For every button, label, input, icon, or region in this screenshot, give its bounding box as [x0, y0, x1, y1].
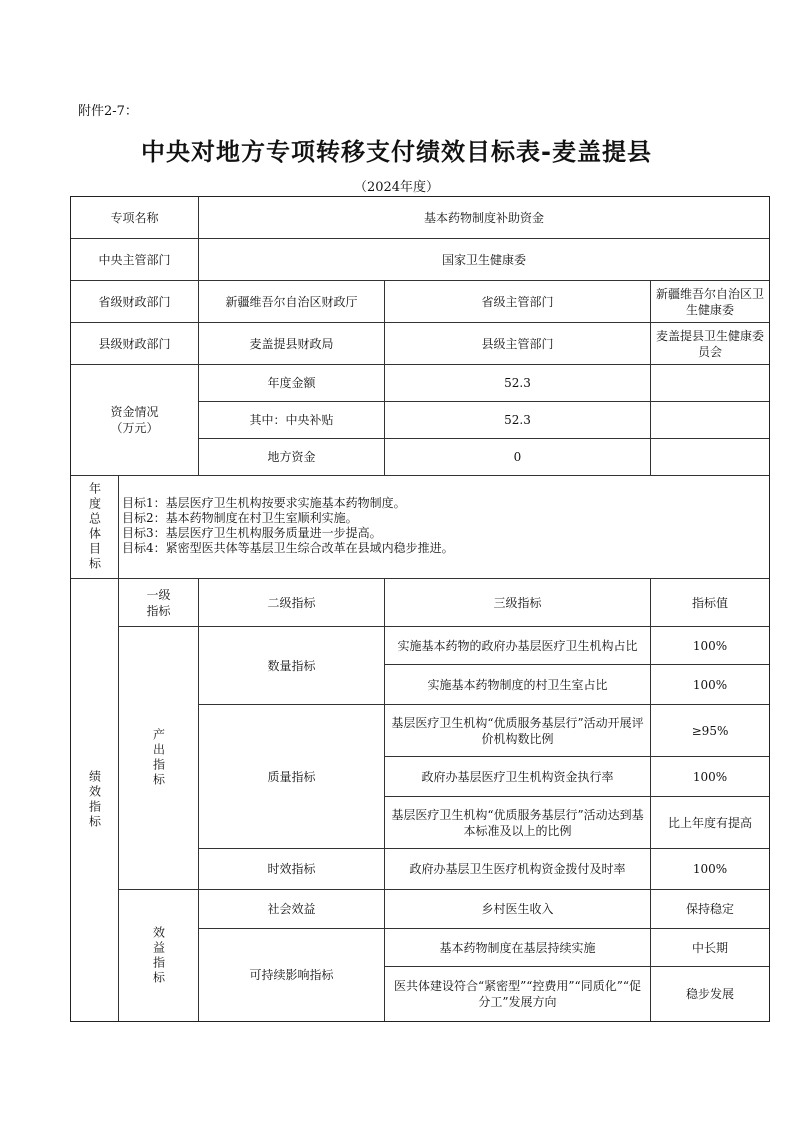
- indicator-name: 基层医疗卫生机构“优质服务基层行”活动开展评价机构数比例: [385, 705, 651, 757]
- page-title: 中央对地方专项转移支付绩效目标表-麦盖提县: [141, 138, 652, 166]
- funds-label-line2: （万元）: [110, 421, 159, 435]
- county-dept-value: 麦盖提县卫生健康委员会: [651, 323, 769, 365]
- header-level1-line1: 一级: [146, 587, 171, 602]
- prov-finance-label: 省级财政部门: [71, 281, 199, 323]
- prov-dept-label: 省级主管部门: [385, 281, 651, 323]
- local-funds-value: 0: [385, 439, 651, 476]
- indicator-value: 100%: [651, 665, 769, 705]
- output-indicator-label: [119, 627, 199, 890]
- annual-goals-list: [119, 476, 769, 579]
- indicator-name: 实施基本药物的政府办基层医疗卫生机构占比: [385, 627, 651, 665]
- performance-table: [70, 196, 770, 1022]
- quantity-indicator-label: 数量指标: [199, 627, 385, 705]
- indicator-value: 100%: [651, 627, 769, 665]
- annual-amount-label: 年度金额: [199, 365, 385, 402]
- indicator-value: 保持稳定: [651, 890, 769, 929]
- goal-item: 目标4：紧密型医共体等基层卫生综合改革在县域内稳步推进。: [122, 541, 454, 555]
- social-benefit-label: 社会效益: [199, 890, 385, 929]
- indicator-value: 稳步发展: [685, 987, 734, 1001]
- indicator-value: 100%: [651, 757, 769, 797]
- indicator-name: 政府办基层医疗卫生机构资金执行率: [385, 757, 651, 797]
- local-funds-label: 地方资金: [199, 439, 385, 476]
- sustainability-label: 可持续影响指标: [199, 929, 385, 1021]
- benefit-indicator-text: 效益指标: [151, 925, 166, 986]
- header-value: 指标值: [651, 579, 769, 627]
- benefit-indicator-label: [119, 890, 199, 1021]
- indicator-name: 政府办基层卫生医疗机构资金拨付及时率: [385, 849, 651, 890]
- indicator-value: 比上年度有提高: [651, 797, 769, 849]
- header-level2: 二级指标: [199, 579, 385, 627]
- quality-indicator-label: 质量指标: [199, 705, 385, 849]
- annual-amount-value: 52.3: [385, 365, 651, 402]
- annex-label: 附件2-7：: [78, 104, 138, 119]
- indicator-value: ≥95%: [651, 705, 769, 757]
- indicator-name: 乡村医生收入: [385, 890, 651, 929]
- prov-finance-value: 新疆维吾尔自治区财政厅: [199, 281, 385, 323]
- funds-label: [71, 365, 199, 476]
- goal-item: 目标2：基本药物制度在村卫生室顺利实施。: [122, 511, 358, 525]
- goal-item: 目标3：基层医疗卫生机构服务质量进一步提高。: [122, 526, 382, 540]
- local-funds-blank: [651, 439, 769, 476]
- central-dept-label: 中央主管部门: [71, 239, 199, 281]
- prov-dept-value: 新疆维吾尔自治区卫生健康委: [651, 281, 769, 323]
- central-subsidy-label: 其中：中央补贴: [199, 402, 385, 439]
- annual-goals-label: [71, 476, 119, 579]
- annual-amount-blank: [651, 365, 769, 402]
- funds-label-line1: 资金情况: [110, 405, 159, 419]
- indicator-value: 中长期: [651, 929, 769, 967]
- header-level3: 三级指标: [385, 579, 651, 627]
- indicator-name: 基本药物制度在基层持续实施: [385, 929, 651, 967]
- annual-goals-label-text: 年度总体目标: [87, 482, 102, 572]
- fiscal-year: （2024年度）: [353, 180, 440, 195]
- project-name-value: 基本药物制度补助资金: [199, 197, 769, 239]
- project-name-label: 专项名称: [71, 197, 199, 239]
- central-subsidy-value: 52.3: [385, 402, 651, 439]
- goal-item: 目标1：基层医疗卫生机构按要求实施基本药物制度。: [122, 496, 406, 510]
- indicator-name: 实施基本药物制度的村卫生室占比: [385, 665, 651, 705]
- county-dept-label: 县级主管部门: [385, 323, 651, 365]
- output-indicator-text: 产出指标: [151, 728, 166, 788]
- central-dept-value: 国家卫生健康委: [199, 239, 769, 281]
- header-level1: [119, 579, 199, 627]
- county-finance-value: 麦盖提县财政局: [199, 323, 385, 365]
- indicator-name: 基层医疗卫生机构“优质服务基层行”活动达到基本标准及以上的比例: [385, 797, 651, 849]
- performance-label-text: 绩效指标: [87, 770, 102, 830]
- indicator-name: 医共体建设符合“紧密型”“控费用”“同质化”“促分工”发展方向: [385, 967, 651, 1021]
- header-level1-line2: 指标: [146, 603, 171, 618]
- performance-label: [71, 579, 119, 1021]
- county-finance-label: 县级财政部门: [71, 323, 199, 365]
- indicator-value: 100%: [651, 849, 769, 890]
- central-subsidy-blank: [651, 402, 769, 439]
- timeliness-indicator-label: 时效指标: [199, 849, 385, 890]
